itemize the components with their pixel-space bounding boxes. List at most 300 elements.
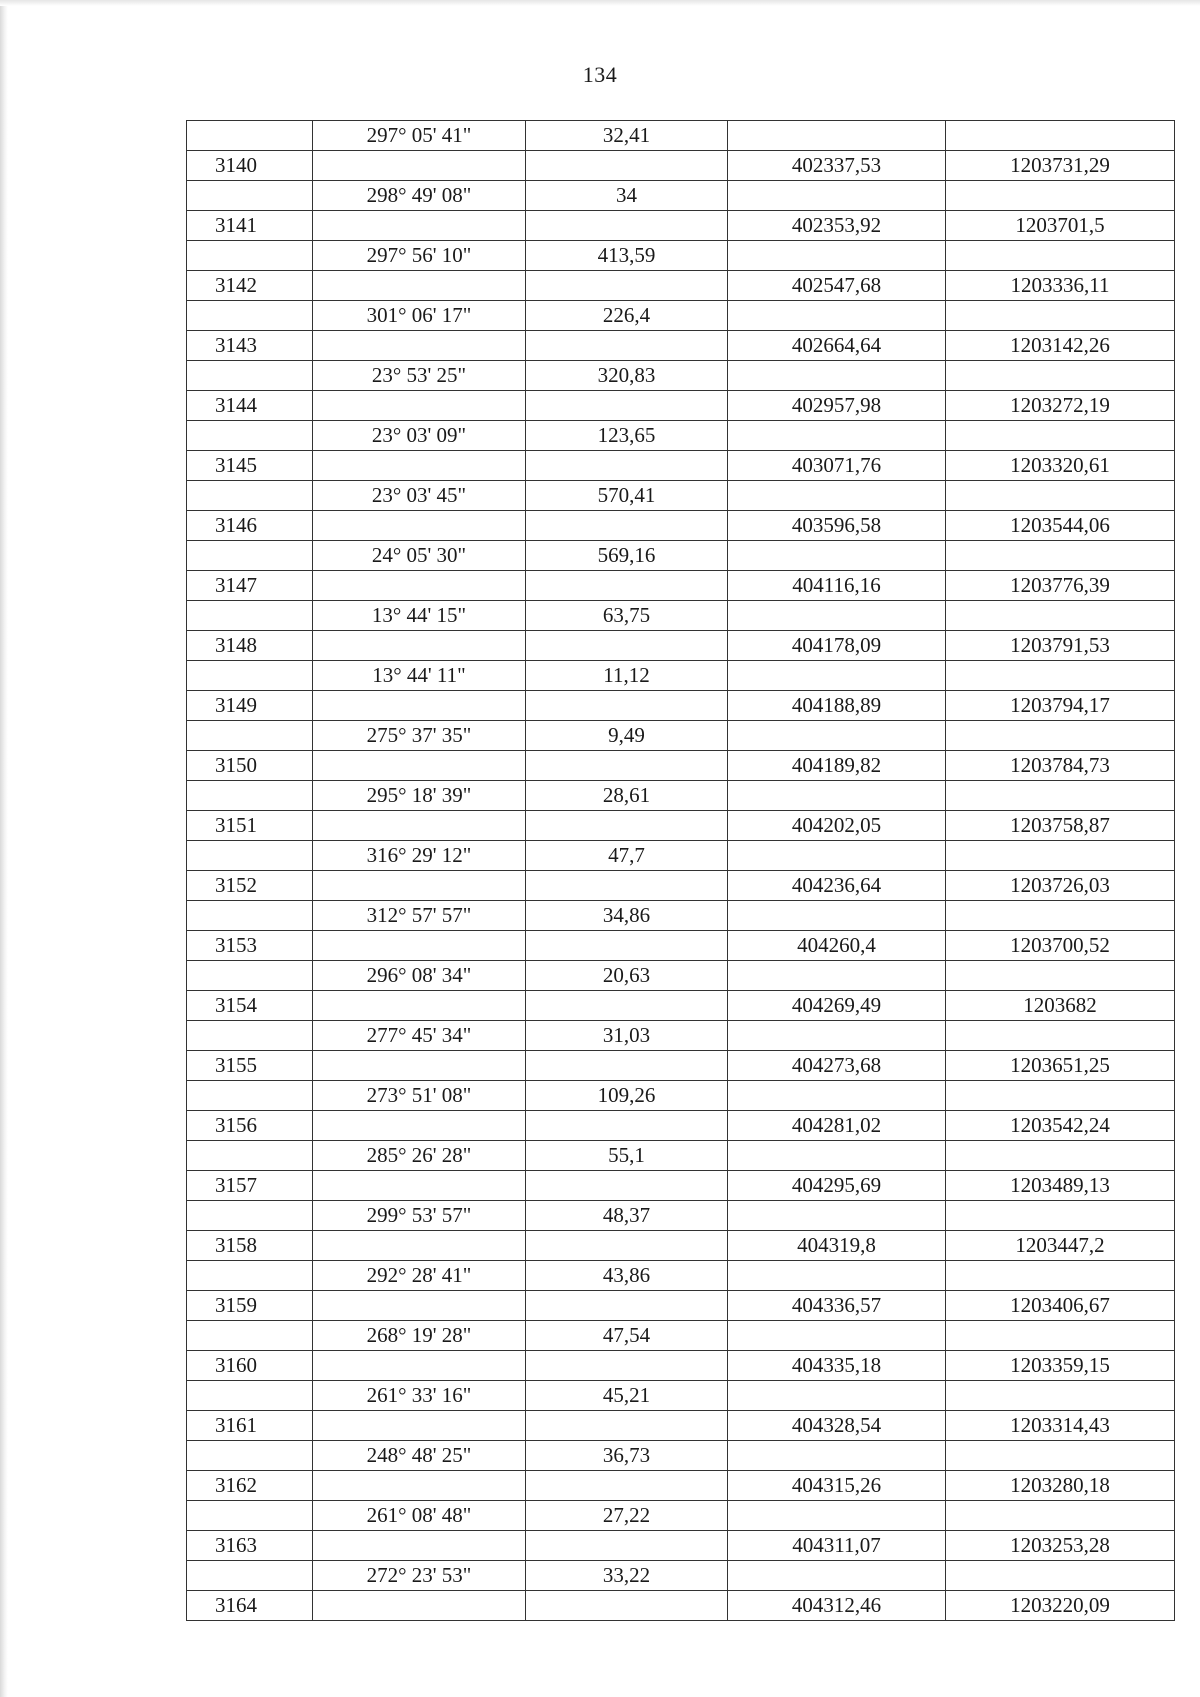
distance-cell: 55,1 <box>526 1141 728 1171</box>
x-cell-empty <box>728 661 946 691</box>
point-cell-empty <box>187 841 313 871</box>
point-cell-empty <box>187 1321 313 1351</box>
point-row <box>187 1351 1175 1381</box>
x-coordinate-cell: 404295,69 <box>728 1171 946 1201</box>
segment-row <box>187 781 1175 811</box>
x-coordinate-cell: 404281,02 <box>728 1111 946 1141</box>
point-number-cell: 3156 <box>187 1111 313 1141</box>
y-coordinate-cell: 1203776,39 <box>946 571 1175 601</box>
point-number-cell: 3162 <box>187 1471 313 1501</box>
segment-row <box>187 121 1175 151</box>
coordinates-table <box>186 120 1175 1621</box>
y-coordinate-cell: 1203489,13 <box>946 1171 1175 1201</box>
y-cell-empty <box>946 241 1175 271</box>
bearing-cell-empty <box>313 571 526 601</box>
point-number-cell: 3155 <box>187 1051 313 1081</box>
x-cell-empty <box>728 1141 946 1171</box>
segment-row <box>187 901 1175 931</box>
distance-cell: 413,59 <box>526 241 728 271</box>
y-coordinate-cell: 1203794,17 <box>946 691 1175 721</box>
distance-cell: 31,03 <box>526 1021 728 1051</box>
point-number-cell: 3157 <box>187 1171 313 1201</box>
distance-cell-empty <box>526 1471 728 1501</box>
distance-cell: 47,7 <box>526 841 728 871</box>
y-cell-empty <box>946 1321 1175 1351</box>
bearing-cell-empty <box>313 1411 526 1441</box>
distance-cell-empty <box>526 871 728 901</box>
x-cell-empty <box>728 1381 946 1411</box>
y-cell-empty <box>946 1021 1175 1051</box>
point-row <box>187 271 1175 301</box>
y-cell-empty <box>946 181 1175 211</box>
y-cell-empty <box>946 121 1175 151</box>
distance-cell: 20,63 <box>526 961 728 991</box>
x-coordinate-cell: 404311,07 <box>728 1531 946 1561</box>
point-number-cell: 3163 <box>187 1531 313 1561</box>
point-number-cell: 3144 <box>187 391 313 421</box>
x-cell-empty <box>728 121 946 151</box>
y-coordinate-cell: 1203758,87 <box>946 811 1175 841</box>
distance-cell-empty <box>526 151 728 181</box>
distance-cell: 48,37 <box>526 1201 728 1231</box>
y-cell-empty <box>946 1201 1175 1231</box>
point-cell-empty <box>187 601 313 631</box>
bearing-cell: 268° 19' 28" <box>313 1321 526 1351</box>
bearing-cell-empty <box>313 451 526 481</box>
y-cell-empty <box>946 301 1175 331</box>
point-row <box>187 391 1175 421</box>
bearing-cell-empty <box>313 1531 526 1561</box>
x-cell-empty <box>728 1261 946 1291</box>
distance-cell: 28,61 <box>526 781 728 811</box>
distance-cell-empty <box>526 511 728 541</box>
point-number-cell: 3152 <box>187 871 313 901</box>
x-coordinate-cell: 402957,98 <box>728 391 946 421</box>
bearing-cell: 285° 26' 28" <box>313 1141 526 1171</box>
distance-cell-empty <box>526 331 728 361</box>
bearing-cell: 301° 06' 17" <box>313 301 526 331</box>
bearing-cell: 273° 51' 08" <box>313 1081 526 1111</box>
distance-cell-empty <box>526 931 728 961</box>
segment-row <box>187 841 1175 871</box>
point-number-cell: 3164 <box>187 1591 313 1621</box>
bearing-cell: 296° 08' 34" <box>313 961 526 991</box>
y-cell-empty <box>946 961 1175 991</box>
bearing-cell-empty <box>313 931 526 961</box>
bearing-cell: 248° 48' 25" <box>313 1441 526 1471</box>
bearing-cell: 277° 45' 34" <box>313 1021 526 1051</box>
distance-cell: 569,16 <box>526 541 728 571</box>
point-number-cell: 3153 <box>187 931 313 961</box>
distance-cell: 570,41 <box>526 481 728 511</box>
x-coordinate-cell: 404202,05 <box>728 811 946 841</box>
segment-row <box>187 421 1175 451</box>
distance-cell: 11,12 <box>526 661 728 691</box>
x-coordinate-cell: 404273,68 <box>728 1051 946 1081</box>
point-row <box>187 1531 1175 1561</box>
distance-cell: 109,26 <box>526 1081 728 1111</box>
bearing-cell-empty <box>313 811 526 841</box>
bearing-cell-empty <box>313 751 526 781</box>
point-number-cell: 3140 <box>187 151 313 181</box>
y-cell-empty <box>946 481 1175 511</box>
y-coordinate-cell: 1203701,5 <box>946 211 1175 241</box>
bearing-cell-empty <box>313 1591 526 1621</box>
y-coordinate-cell: 1203731,29 <box>946 151 1175 181</box>
distance-cell: 33,22 <box>526 1561 728 1591</box>
point-number-cell: 3143 <box>187 331 313 361</box>
point-row <box>187 631 1175 661</box>
bearing-cell-empty <box>313 1111 526 1141</box>
bearing-cell: 261° 33' 16" <box>313 1381 526 1411</box>
y-cell-empty <box>946 1081 1175 1111</box>
distance-cell: 34 <box>526 181 728 211</box>
bearing-cell-empty <box>313 691 526 721</box>
bearing-cell: 13° 44' 15" <box>313 601 526 631</box>
y-cell-empty <box>946 1561 1175 1591</box>
y-cell-empty <box>946 901 1175 931</box>
x-cell-empty <box>728 1501 946 1531</box>
segment-row <box>187 721 1175 751</box>
point-cell-empty <box>187 961 313 991</box>
y-coordinate-cell: 1203142,26 <box>946 331 1175 361</box>
distance-cell: 45,21 <box>526 1381 728 1411</box>
point-cell-empty <box>187 361 313 391</box>
distance-cell: 47,54 <box>526 1321 728 1351</box>
x-cell-empty <box>728 541 946 571</box>
segment-row <box>187 1381 1175 1411</box>
bearing-cell: 13° 44' 11" <box>313 661 526 691</box>
x-coordinate-cell: 403596,58 <box>728 511 946 541</box>
point-number-cell: 3145 <box>187 451 313 481</box>
point-number-cell: 3150 <box>187 751 313 781</box>
point-cell-empty <box>187 1441 313 1471</box>
distance-cell-empty <box>526 391 728 421</box>
y-coordinate-cell: 1203651,25 <box>946 1051 1175 1081</box>
y-cell-empty <box>946 1501 1175 1531</box>
point-cell-empty <box>187 661 313 691</box>
x-cell-empty <box>728 841 946 871</box>
distance-cell-empty <box>526 631 728 661</box>
point-row <box>187 1171 1175 1201</box>
segment-row <box>187 361 1175 391</box>
y-coordinate-cell: 1203336,11 <box>946 271 1175 301</box>
segment-row <box>187 481 1175 511</box>
bearing-cell: 272° 23' 53" <box>313 1561 526 1591</box>
segment-row <box>187 661 1175 691</box>
bearing-cell-empty <box>313 271 526 301</box>
distance-cell-empty <box>526 691 728 721</box>
bearing-cell-empty <box>313 991 526 1021</box>
x-cell-empty <box>728 181 946 211</box>
x-cell-empty <box>728 421 946 451</box>
bearing-cell-empty <box>313 1051 526 1081</box>
point-row <box>187 211 1175 241</box>
point-number-cell: 3161 <box>187 1411 313 1441</box>
y-coordinate-cell: 1203700,52 <box>946 931 1175 961</box>
bearing-cell-empty <box>313 391 526 421</box>
point-cell-empty <box>187 1201 313 1231</box>
bearing-cell: 312° 57' 57" <box>313 901 526 931</box>
point-row <box>187 931 1175 961</box>
x-coordinate-cell: 404236,64 <box>728 871 946 901</box>
y-coordinate-cell: 1203320,61 <box>946 451 1175 481</box>
distance-cell: 36,73 <box>526 1441 728 1471</box>
bearing-cell-empty <box>313 211 526 241</box>
y-coordinate-cell: 1203253,28 <box>946 1531 1175 1561</box>
y-coordinate-cell: 1203791,53 <box>946 631 1175 661</box>
y-cell-empty <box>946 1261 1175 1291</box>
point-row <box>187 571 1175 601</box>
bearing-cell: 23° 53' 25" <box>313 361 526 391</box>
point-row <box>187 1591 1175 1621</box>
bearing-cell: 292° 28' 41" <box>313 1261 526 1291</box>
x-coordinate-cell: 402664,64 <box>728 331 946 361</box>
point-number-cell: 3159 <box>187 1291 313 1321</box>
point-number-cell: 3142 <box>187 271 313 301</box>
y-coordinate-cell: 1203682 <box>946 991 1175 1021</box>
x-coordinate-cell: 402353,92 <box>728 211 946 241</box>
x-cell-empty <box>728 1081 946 1111</box>
bearing-cell-empty <box>313 151 526 181</box>
x-coordinate-cell: 402337,53 <box>728 151 946 181</box>
bearing-cell-empty <box>313 631 526 661</box>
y-cell-empty <box>946 541 1175 571</box>
y-cell-empty <box>946 781 1175 811</box>
segment-row <box>187 1201 1175 1231</box>
point-cell-empty <box>187 121 313 151</box>
point-cell-empty <box>187 1261 313 1291</box>
point-row <box>187 1471 1175 1501</box>
bearing-cell: 24° 05' 30" <box>313 541 526 571</box>
distance-cell-empty <box>526 271 728 301</box>
point-row <box>187 511 1175 541</box>
y-cell-empty <box>946 361 1175 391</box>
point-cell-empty <box>187 1561 313 1591</box>
distance-cell: 32,41 <box>526 121 728 151</box>
point-number-cell: 3149 <box>187 691 313 721</box>
point-row <box>187 1291 1175 1321</box>
bearing-cell: 297° 56' 10" <box>313 241 526 271</box>
segment-row <box>187 1081 1175 1111</box>
x-coordinate-cell: 404315,26 <box>728 1471 946 1501</box>
point-cell-empty <box>187 1381 313 1411</box>
bearing-cell: 316° 29' 12" <box>313 841 526 871</box>
point-number-cell: 3160 <box>187 1351 313 1381</box>
x-coordinate-cell: 404188,89 <box>728 691 946 721</box>
distance-cell-empty <box>526 1351 728 1381</box>
bearing-cell-empty <box>313 1171 526 1201</box>
x-coordinate-cell: 404178,09 <box>728 631 946 661</box>
point-cell-empty <box>187 1141 313 1171</box>
distance-cell: 27,22 <box>526 1501 728 1531</box>
point-row <box>187 691 1175 721</box>
point-row <box>187 811 1175 841</box>
point-number-cell: 3148 <box>187 631 313 661</box>
bearing-cell-empty <box>313 1291 526 1321</box>
bearing-cell-empty <box>313 1471 526 1501</box>
distance-cell-empty <box>526 1411 728 1441</box>
bearing-cell: 295° 18' 39" <box>313 781 526 811</box>
segment-row <box>187 241 1175 271</box>
segment-row <box>187 601 1175 631</box>
point-cell-empty <box>187 241 313 271</box>
y-coordinate-cell: 1203220,09 <box>946 1591 1175 1621</box>
distance-cell-empty <box>526 1291 728 1321</box>
point-cell-empty <box>187 1021 313 1051</box>
point-cell-empty <box>187 901 313 931</box>
distance-cell-empty <box>526 211 728 241</box>
distance-cell-empty <box>526 1171 728 1201</box>
distance-cell: 63,75 <box>526 601 728 631</box>
x-cell-empty <box>728 1441 946 1471</box>
point-cell-empty <box>187 481 313 511</box>
y-cell-empty <box>946 601 1175 631</box>
point-cell-empty <box>187 181 313 211</box>
segment-row <box>187 541 1175 571</box>
point-row <box>187 1111 1175 1141</box>
distance-cell-empty <box>526 811 728 841</box>
x-cell-empty <box>728 781 946 811</box>
x-cell-empty <box>728 961 946 991</box>
point-row <box>187 1051 1175 1081</box>
x-cell-empty <box>728 241 946 271</box>
point-row <box>187 151 1175 181</box>
page-number: 134 <box>582 62 618 87</box>
point-number-cell: 3151 <box>187 811 313 841</box>
x-cell-empty <box>728 601 946 631</box>
bearing-cell: 23° 03' 45" <box>313 481 526 511</box>
x-cell-empty <box>728 901 946 931</box>
bearing-cell-empty <box>313 511 526 541</box>
bearing-cell: 261° 08' 48" <box>313 1501 526 1531</box>
point-row <box>187 751 1175 781</box>
x-coordinate-cell: 404328,54 <box>728 1411 946 1441</box>
point-cell-empty <box>187 781 313 811</box>
y-cell-empty <box>946 841 1175 871</box>
point-row <box>187 1231 1175 1261</box>
x-coordinate-cell: 404189,82 <box>728 751 946 781</box>
bearing-cell: 275° 37' 35" <box>313 721 526 751</box>
point-cell-empty <box>187 301 313 331</box>
bearing-cell: 298° 49' 08" <box>313 181 526 211</box>
y-cell-empty <box>946 721 1175 751</box>
x-coordinate-cell: 403071,76 <box>728 451 946 481</box>
point-cell-empty <box>187 541 313 571</box>
distance-cell-empty <box>526 1231 728 1261</box>
bearing-cell: 299° 53' 57" <box>313 1201 526 1231</box>
y-coordinate-cell: 1203314,43 <box>946 1411 1175 1441</box>
point-row <box>187 451 1175 481</box>
scan-shadow-left <box>0 0 8 1697</box>
point-number-cell: 3154 <box>187 991 313 1021</box>
y-cell-empty <box>946 1141 1175 1171</box>
x-cell-empty <box>728 1201 946 1231</box>
point-number-cell: 3146 <box>187 511 313 541</box>
bearing-cell-empty <box>313 871 526 901</box>
distance-cell: 320,83 <box>526 361 728 391</box>
distance-cell: 123,65 <box>526 421 728 451</box>
y-coordinate-cell: 1203542,24 <box>946 1111 1175 1141</box>
point-row <box>187 1411 1175 1441</box>
x-cell-empty <box>728 301 946 331</box>
distance-cell-empty <box>526 1591 728 1621</box>
distance-cell-empty <box>526 991 728 1021</box>
segment-row <box>187 1261 1175 1291</box>
x-coordinate-cell: 404336,57 <box>728 1291 946 1321</box>
y-coordinate-cell: 1203272,19 <box>946 391 1175 421</box>
segment-row <box>187 181 1175 211</box>
x-cell-empty <box>728 721 946 751</box>
point-cell-empty <box>187 1081 313 1111</box>
y-coordinate-cell: 1203726,03 <box>946 871 1175 901</box>
x-coordinate-cell: 404312,46 <box>728 1591 946 1621</box>
distance-cell-empty <box>526 1111 728 1141</box>
scan-shadow-top <box>0 0 1200 6</box>
x-cell-empty <box>728 361 946 391</box>
distance-cell: 9,49 <box>526 721 728 751</box>
distance-cell-empty <box>526 571 728 601</box>
point-row <box>187 871 1175 901</box>
segment-row <box>187 961 1175 991</box>
segment-row <box>187 1141 1175 1171</box>
distance-cell-empty <box>526 751 728 781</box>
point-number-cell: 3141 <box>187 211 313 241</box>
x-cell-empty <box>728 1561 946 1591</box>
point-cell-empty <box>187 721 313 751</box>
x-coordinate-cell: 402547,68 <box>728 271 946 301</box>
segment-row <box>187 301 1175 331</box>
distance-cell-empty <box>526 1531 728 1561</box>
point-row <box>187 991 1175 1021</box>
y-coordinate-cell: 1203544,06 <box>946 511 1175 541</box>
x-coordinate-cell: 404269,49 <box>728 991 946 1021</box>
y-cell-empty <box>946 1441 1175 1471</box>
coordinates-table-body <box>187 121 1175 1621</box>
bearing-cell: 297° 05' 41" <box>313 121 526 151</box>
y-cell-empty <box>946 421 1175 451</box>
x-coordinate-cell: 404335,18 <box>728 1351 946 1381</box>
point-cell-empty <box>187 421 313 451</box>
segment-row <box>187 1021 1175 1051</box>
segment-row <box>187 1561 1175 1591</box>
distance-cell-empty <box>526 1051 728 1081</box>
bearing-cell-empty <box>313 1231 526 1261</box>
x-cell-empty <box>728 1321 946 1351</box>
x-coordinate-cell: 404116,16 <box>728 571 946 601</box>
point-row <box>187 331 1175 361</box>
y-cell-empty <box>946 1381 1175 1411</box>
distance-cell: 226,4 <box>526 301 728 331</box>
y-coordinate-cell: 1203359,15 <box>946 1351 1175 1381</box>
x-cell-empty <box>728 1021 946 1051</box>
x-coordinate-cell: 404319,8 <box>728 1231 946 1261</box>
y-coordinate-cell: 1203406,67 <box>946 1291 1175 1321</box>
distance-cell: 43,86 <box>526 1261 728 1291</box>
distance-cell-empty <box>526 451 728 481</box>
bearing-cell-empty <box>313 1351 526 1381</box>
y-cell-empty <box>946 661 1175 691</box>
segment-row <box>187 1321 1175 1351</box>
y-coordinate-cell: 1203280,18 <box>946 1471 1175 1501</box>
point-number-cell: 3147 <box>187 571 313 601</box>
y-coordinate-cell: 1203447,2 <box>946 1231 1175 1261</box>
x-coordinate-cell: 404260,4 <box>728 931 946 961</box>
point-number-cell: 3158 <box>187 1231 313 1261</box>
bearing-cell: 23° 03' 09" <box>313 421 526 451</box>
segment-row <box>187 1501 1175 1531</box>
segment-row <box>187 1441 1175 1471</box>
